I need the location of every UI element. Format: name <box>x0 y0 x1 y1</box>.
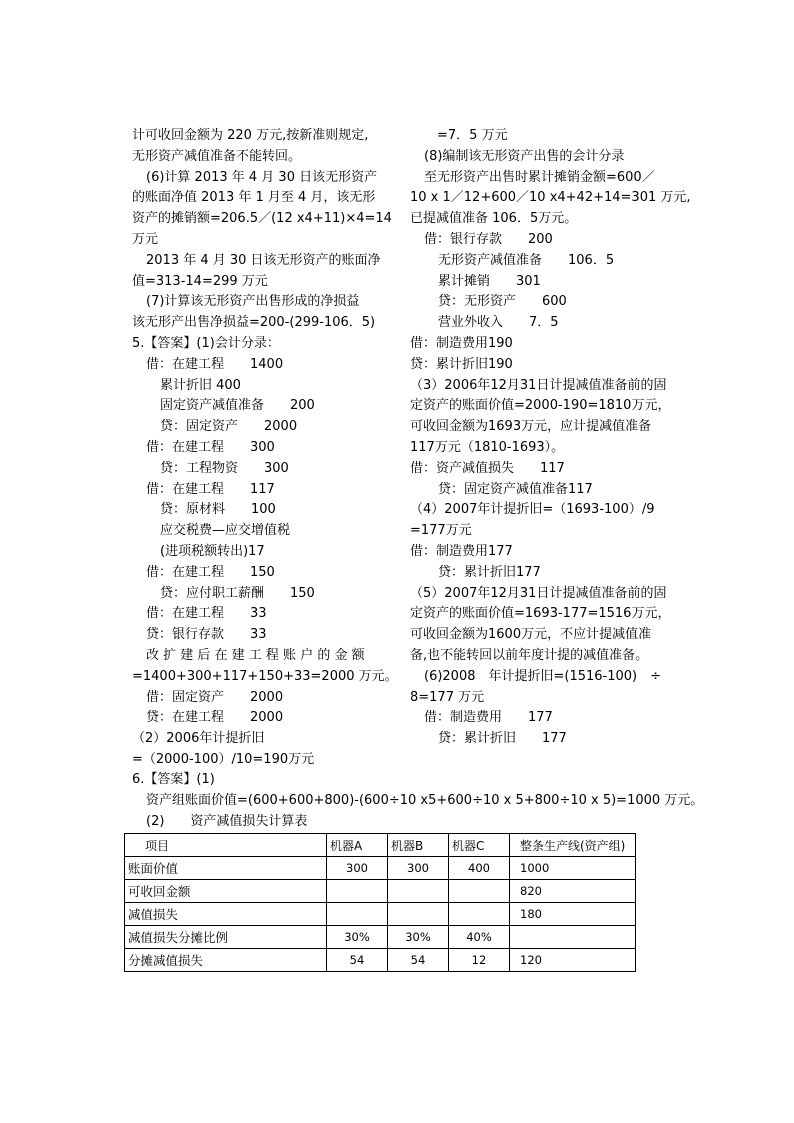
right-line-text: 无形资产减值准备 106．5 <box>438 252 615 268</box>
left-line-text: 贷：应付职工薪酬 150 <box>160 585 315 601</box>
table-cell: 减值损失分摊比例 <box>125 926 327 949</box>
table-header-cell: 机器C <box>449 834 510 857</box>
table-cell: 300 <box>388 857 449 880</box>
left-line-text: =（2000-100）/10=190万元 <box>132 751 315 767</box>
table-cell <box>510 926 636 949</box>
right-line-text: 营业外收入 7．5 <box>438 315 559 331</box>
right-line-text: =177万元 <box>410 523 472 539</box>
table-row <box>125 880 636 903</box>
table-cell: 账面价值 <box>125 857 327 880</box>
table-cell: 分摊减值损失 <box>125 949 327 972</box>
table-row <box>125 857 636 880</box>
left-line-text: 累计折旧 400 <box>160 377 241 393</box>
left-line-text: 借：在建工程 150 <box>146 564 275 580</box>
right-line-text: 备,也不能转回以前年度计提的减值准备。 <box>410 647 649 663</box>
table-header-row <box>125 834 636 857</box>
right-line-text: 可收回金额为1600万元，不应计提减值准 <box>410 627 652 643</box>
left-line-text: 万元 <box>132 231 159 247</box>
impairment-table-wrapper <box>124 833 636 972</box>
left-line-text: 贷：在建工程 2000 <box>146 710 284 726</box>
table-row <box>125 926 636 949</box>
right-line-text: 定资产的账面价值=1693-177=1516万元， <box>410 606 671 622</box>
table-cell: 30% <box>388 926 449 949</box>
table-row <box>125 949 636 972</box>
left-line-text: 贷：固定资产 2000 <box>160 419 298 435</box>
left-line-text: 2013 年 4 月 30 日该无形资产的账面净 <box>146 252 381 268</box>
left-line-text: 该无形产出售净损益=200-(299-106．5) <box>132 315 376 331</box>
table-header-cell: 机器A <box>327 834 388 857</box>
left-line-text: 借：在建工程 33 <box>146 606 267 622</box>
left-column <box>132 126 398 771</box>
table-cell: 减值损失 <box>125 903 327 926</box>
left-line-text: 5.【答案】(1)会计分录： <box>132 335 280 351</box>
table-cell: 120 <box>510 949 636 972</box>
right-line-text: 可收回金额为1693万元，应计提减值准备 <box>410 419 652 435</box>
right-line-text: 借：制造费用 177 <box>424 710 553 726</box>
right-line-text: 贷：累计折旧 177 <box>438 731 567 747</box>
left-line-text: 值=313-14=299 万元 <box>132 273 268 289</box>
table-cell: 300 <box>327 857 388 880</box>
left-line-text: 贷：原材料 100 <box>160 502 276 518</box>
right-line-text: 10 x 1／12+600／10 x4+42+14=301 万元, <box>410 190 691 206</box>
right-line-text: 8=177 万元 <box>410 689 485 705</box>
right-line-text: 定资产的账面价值=2000-190=1810万元， <box>410 398 671 414</box>
table-cell: 40% <box>449 926 510 949</box>
table-header-cell: 机器B <box>388 834 449 857</box>
table-cell: 1000 <box>510 857 636 880</box>
right-line-text: （3）2006年12月31日计提减值准备前的固 <box>410 377 667 393</box>
left-line-text: 应交税费—应交增值税 <box>160 523 291 539</box>
right-line-text: =7．5 万元 <box>424 128 508 143</box>
table-cell: 400 <box>449 857 510 880</box>
table-cell <box>327 903 388 926</box>
table-cell: 54 <box>327 949 388 972</box>
left-line-text: 借：在建工程 1400 <box>146 356 284 372</box>
left-line-text: 改 扩 建 后 在 建 工 程 账 户 的 金 额 <box>146 647 365 663</box>
left-line-text: 固定资产减值准备 200 <box>160 398 315 414</box>
left-line-text: 的账面净值 2013 年 1 月至 4 月，该无形 <box>132 190 376 206</box>
right-line-text: 贷：固定资产减值准备117 <box>438 481 593 497</box>
table-cell <box>327 880 388 903</box>
right-line-text: 借：资产减值损失 117 <box>410 460 565 476</box>
left-line-text: 贷：工程物资 300 <box>160 460 289 476</box>
right-line-text: 累计摊销 301 <box>438 273 541 289</box>
table-cell: 可收回金额 <box>125 880 327 903</box>
left-line-text: （2）2006年计提折旧 <box>132 731 265 747</box>
bottom-line-text: (2) 资产减值损失计算表 <box>146 813 308 829</box>
left-line-text: (6)计算 2013 年 4 月 30 日该无形资产 <box>146 169 378 185</box>
right-line-text: 借：制造费用190 <box>410 335 513 351</box>
right-line-text: 借：银行存款 200 <box>424 231 553 247</box>
table-cell <box>449 903 510 926</box>
table-cell: 180 <box>510 903 636 926</box>
table-cell: 30% <box>327 926 388 949</box>
table-cell <box>388 903 449 926</box>
bottom-line-text: 资产组账面价值=(600+600+800)-(600÷10 x5+600÷10 x 5+800÷10 x 5)=1000 万元。 <box>146 792 704 808</box>
left-line-text: 借：在建工程 300 <box>146 439 275 455</box>
left-line-text: 借：固定资产 2000 <box>146 689 284 705</box>
left-line-text: 计可收回金额为 220 万元,按新准则规定, <box>132 128 369 143</box>
right-line-text: 借：制造费用177 <box>410 543 513 559</box>
left-line-text: 贷：银行存款 33 <box>146 627 267 643</box>
table-cell <box>449 880 510 903</box>
right-line-text: （4）2007年计提折旧=（1693-100）/9 <box>410 502 655 518</box>
right-line-text: 117万元（1810-1693）。 <box>410 439 565 455</box>
left-line-text: =1400+300+117+150+33=2000 万元。 <box>132 668 398 684</box>
right-line-text: （5）2007年12月31日计提减值准备前的固 <box>410 585 667 601</box>
table-row <box>125 903 636 926</box>
right-line-text: 贷：无形资产 600 <box>438 294 567 310</box>
left-line-text: (进项税额转出)17 <box>160 543 265 559</box>
answer-6-section <box>132 770 704 832</box>
left-line-text: 资产的摊销额=206.5／(12 x4+11)×4=14 <box>132 211 392 227</box>
table-cell: 12 <box>449 949 510 972</box>
impairment-table-body <box>125 834 636 972</box>
table-cell: 54 <box>388 949 449 972</box>
right-line-text: 贷：累计折旧190 <box>410 356 513 372</box>
table-header-cell: 项目 <box>125 834 327 857</box>
table-header-cell: 整条生产线(资产组) <box>510 834 636 857</box>
right-line-text: 至无形资产出售时累计摊销金额=600／ <box>424 169 655 185</box>
left-line-text: (7)计算该无形资产出售形成的净损益 <box>146 294 360 310</box>
right-line-text: 已提减值准备 106．5万元。 <box>410 211 578 227</box>
right-column <box>410 126 691 750</box>
right-line-text: (8)编制该无形资产出售的会计分录 <box>424 148 625 164</box>
bottom-line-text: 6.【答案】(1) <box>132 772 215 787</box>
table-cell: 820 <box>510 880 636 903</box>
right-line-text: 贷：累计折旧177 <box>438 564 541 580</box>
left-line-text: 借：在建工程 117 <box>146 481 275 497</box>
left-line-text: 无形资产减值准备不能转回。 <box>132 148 302 164</box>
impairment-loss-table <box>124 833 636 972</box>
table-cell <box>388 880 449 903</box>
right-line-text: (6)2008 年计提折旧=(1516-100) ÷ <box>424 668 662 684</box>
